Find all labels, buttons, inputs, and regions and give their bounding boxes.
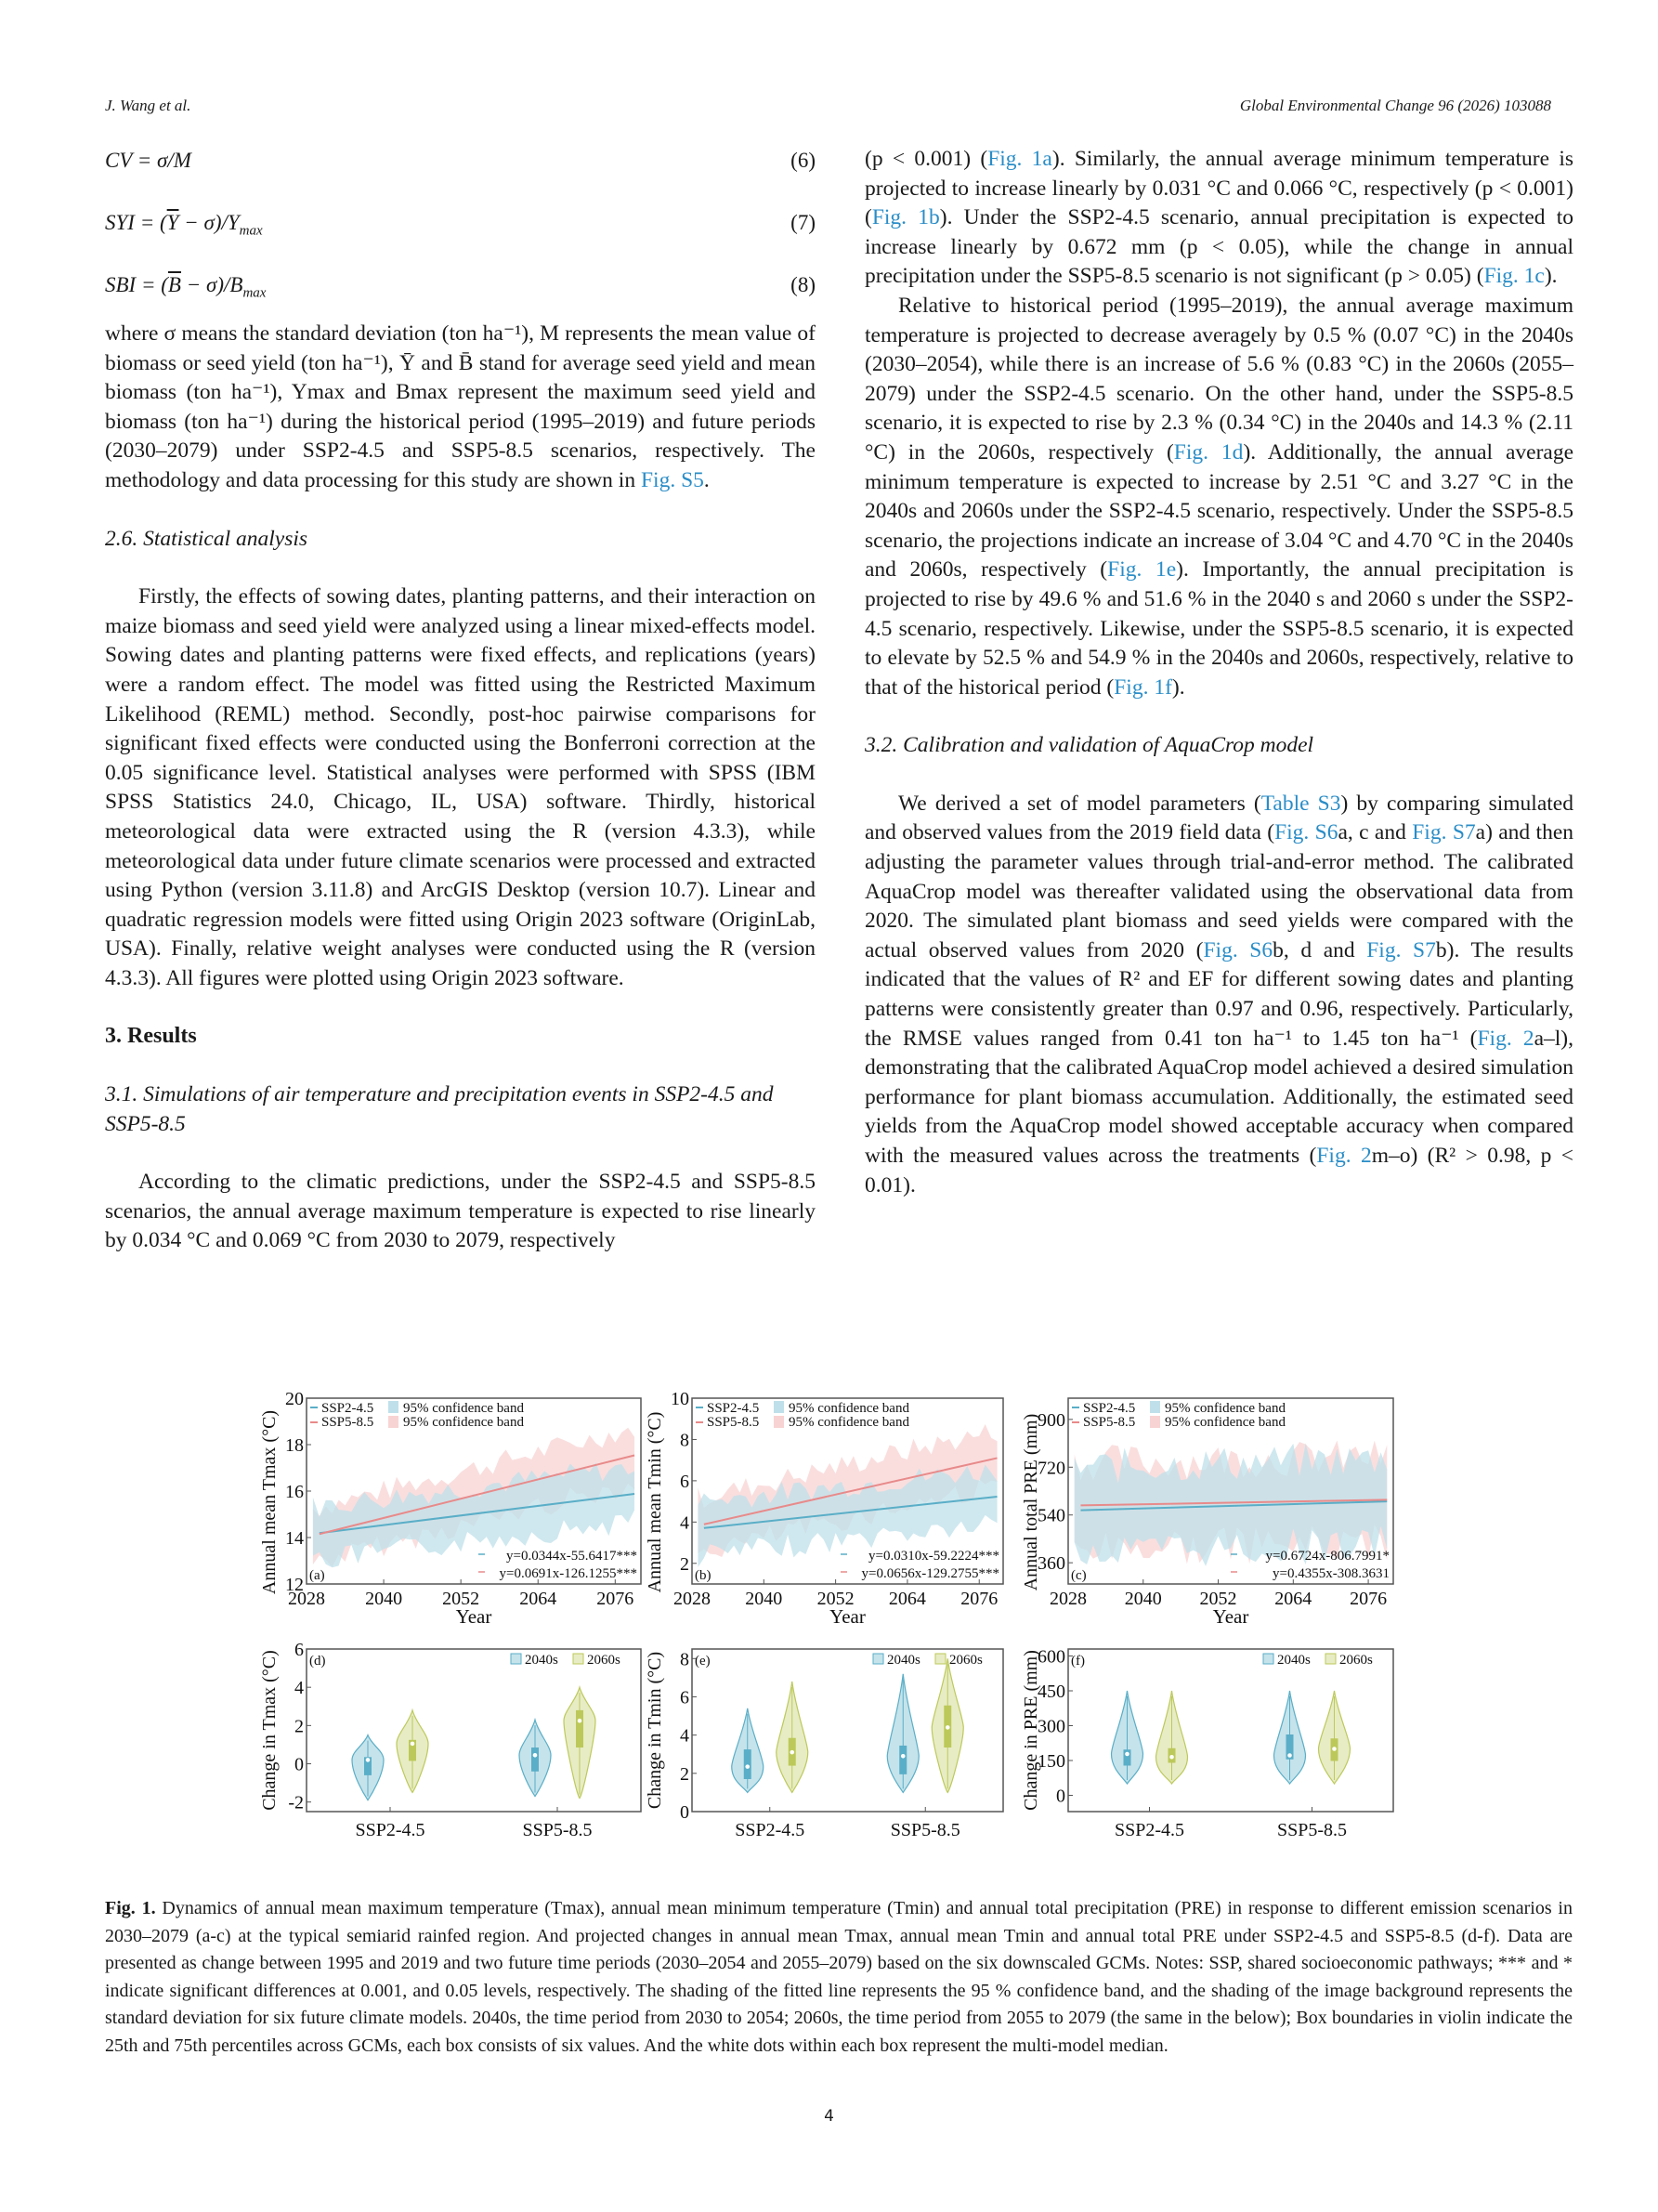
y-tick-label: 6 [680, 1471, 689, 1492]
legend-item: SSP2-4.5 [321, 1401, 374, 1416]
link-fig-s7[interactable]: Fig. S7 [1412, 820, 1476, 845]
median-dot [366, 1758, 371, 1762]
y-tick-label: 0 [1056, 1786, 1065, 1807]
paren: ( [159, 211, 167, 234]
y-tick-label: 720 [1038, 1458, 1065, 1479]
text: ). Additionally, the annual average minimum temperature is expected to increase by 2.51 °C and 3.27 °C in the 2040s and 2060s under the SSP2-4.5 scenario, respectively. Under the SSP5-8.5 scenario, the projections indicate an increase of 3.04 °C and 4.70 °C in the 2040s and 2060s, respectively ( [865, 439, 1574, 582]
paragraph-calibration [865, 790, 1573, 1200]
panel-label: (e) [695, 1654, 711, 1669]
text: ). [1544, 264, 1558, 289]
y-axis-label: Annual mean Tmin (°C) [645, 1411, 665, 1593]
y-axis-label: Change in PRE (mm) [1021, 1650, 1041, 1811]
x-tick-label: 2040 [1124, 1589, 1162, 1609]
y-tick-label: 4 [294, 1678, 304, 1699]
text: a–l), demonstrating that the calibrated AquaCrop model achieved a desired simulation performance for plant biomass accumulation. Additionally, the estimated seed yields from the AquaCrop model showed acceptable accuracy when compared with the measured values across the treatments ( [865, 1026, 1574, 1168]
page-number: 4 [824, 2107, 834, 2126]
y-tick-label: 2 [294, 1716, 304, 1737]
panel-label: (b) [695, 1568, 712, 1583]
text: Relative to historical period (1995–2019), the annual average maximum temperature is projected to decrease averagely by 0.5 % (0.07 °C) in the 2040s (2030–2054), while there is an increase of 5.6 % (0.83 °C) in the 2060s (2055–2079) under the SSP2-4.5 scenario. On the other hand, under the SSP5-8.5 scenario, it is expected to rise by 2.3 % (0.34 °C) in the 2040s and 14.3 % (2.11 °C) in the 2060s, respectively ( [865, 293, 1573, 465]
median-dot [1287, 1753, 1292, 1758]
median-dot [946, 1725, 950, 1730]
median-dot [1169, 1755, 1174, 1760]
link-fig-s6[interactable]: Fig. S6 [1203, 937, 1273, 962]
caption-text: Dynamics of annual mean maximum temperature (Tmax), annual mean minimum temperature (Tmin) and annual total precipitation (PRE) in response to different emission scenarios in 2030–2079 (a-c) at the typical semiarid rainfed region. And projected changes in annual mean Tmax, annual mean Tmin and annual total PRE under SSP2-4.5 and SSP5-8.5 (d-f). Data are presented as change between 1995 and 2019 and two future time periods (2030–2054 and 2055–2079) based on the six downscaled GCMs. Notes: SSP, shared socioeconomic pathways; *** and * indicate significant differences at 0.001, and 0.05 levels, respectively. The shading of the fitted line represents the 95 % confidence band, and the shading of the image background represents the standard deviation for six future climate models. 2040s, the time period from 2030 to 2054; 2060s, the time period from 2055 to 2079 (the same in the below); Box boundaries in violin indicate the 25th and 75th percentiles across GCMs, each box consists of six values. And the white dots within each box represent the multi-model median. [105, 1898, 1573, 2056]
section-heading-3-2: 3.2. Calibration and validation of AquaCrop model [865, 733, 1314, 758]
legend-item: 2040s [525, 1653, 558, 1668]
text: b). The results indicated that the values of R² and EF for different sowing dates and planting patterns were consistently greater than 0.97 and 0.96, respectively. Particularly, the RMSE values ranged from 0.41 ton ha⁻¹ to 1.45 ton ha⁻¹ ( [865, 937, 1574, 1051]
x-tick-label: 2064 [1274, 1589, 1312, 1609]
text: ). Under the SSP2-4.5 scenario, annual precipitation is expected to increase linearly by 0.672 mm (p < 0.05), while the change in annual precipitation under the SSP5-8.5 scenario is not significant (p > 0.05) ( [865, 205, 1573, 289]
legend-item: 2060s [587, 1653, 620, 1668]
x-tick-label: 2076 [596, 1589, 634, 1609]
x-tick-label: 2040 [745, 1589, 783, 1609]
paragraph-statistics: Firstly, the effects of sowing dates, planting patterns, and their interaction on maize biomass and seed yield were analyzed using a linear mixed-effects model. Sowing dates and planting patterns were fixed effects, and replications (years) were a random effect. The model was fitted using the Restricted Maximum Likelihood (REML) method. Secondly, post-hoc pairwise comparisons for significant fixed effects were conducted using the Bonferroni correction at the 0.05 significance level. Statistical analyses were performed with SPSS (IBM SPSS Statistics 24.0, Chicago, IL, USA) software. Thirdly, historical meteorological data were extracted using the R (version 4.3.3), while meteorological data under future climate scenarios were processed and extracted using Python (version 3.11.8) and ArcGIS Desktop (version 10.7). Linear and quadratic regression models were fitted using Origin 2023 software (OriginLab, USA). Finally, relative weight analyses were conducted using the R (version 4.3.3). All figures were plotted using Origin 2023 software. [105, 584, 816, 990]
legend-item: 95% confidence band [403, 1401, 524, 1416]
equation-rhs: σ/M [157, 149, 191, 172]
equation-lhs: CV [105, 149, 132, 172]
y-tick-label: 0 [294, 1754, 304, 1775]
y-tick-label: 600 [1038, 1646, 1065, 1668]
y-tick-label: 20 [285, 1389, 304, 1409]
median-dot [1125, 1752, 1129, 1757]
link-table-s3[interactable]: Table S3 [1260, 791, 1341, 816]
equation-7: SYI = $(\overline{Y} - \sigma)/Y_{max}$ (7) [105, 211, 816, 239]
y-axis-label: Change in Tmin (°C) [645, 1651, 665, 1810]
equation-lhs: SYI [105, 211, 135, 234]
subscript: max [239, 223, 263, 239]
regression-equation: y=0.6724x-806.7991* [1265, 1549, 1390, 1564]
y-tick-label: 14 [285, 1528, 304, 1549]
x-axis-label: Year [1212, 1605, 1249, 1628]
legend-item: 95% confidence band [789, 1401, 909, 1416]
regression-equation: y=0.0656x-129.2755*** [861, 1566, 999, 1581]
equation-number: (8) [790, 273, 816, 296]
y-tick-label: 16 [285, 1482, 304, 1502]
y-tick-label: 450 [1038, 1682, 1065, 1702]
y-axis-label: Annual total PRE (mm) [1021, 1413, 1041, 1591]
text: ) by comparing simulated and observed values from the 2019 field data ( [865, 791, 1573, 845]
equation-lhs: SBI [105, 273, 137, 296]
right-column [865, 145, 1573, 1200]
paragraph-relative [865, 292, 1573, 702]
y-tick-label: 8 [680, 1649, 689, 1670]
figure-caption [105, 1895, 1573, 2060]
x-tick-label: 2028 [673, 1589, 711, 1609]
legend-item: 95% confidence band [1165, 1401, 1286, 1416]
paragraph-climatic: According to the climatic predictions, under the SSP2-4.5 and SSP5-8.5 scenarios, the annual average maximum temperature is expected to rise linearly by 0.034 °C and 0.069 °C from 2030 to 2079, respectively [105, 1170, 816, 1253]
text: ). Similarly, the annual average minimum temperature is projected to increase linearly by 0.031 °C and 0.066 °C, respectively (p < 0.001) ( [865, 147, 1574, 230]
y-tick-label: 0 [680, 1802, 689, 1823]
paragraph-trends [865, 145, 1573, 292]
iqr-box [899, 1746, 907, 1774]
paren: ( [161, 273, 168, 296]
running-head-authors: J. Wang et al. [105, 97, 191, 114]
link-fig-s6[interactable]: Fig. S6 [1274, 820, 1338, 845]
y-tick-label: 6 [680, 1687, 689, 1708]
y-tick-label: 2 [680, 1553, 689, 1575]
median-dot [1332, 1747, 1337, 1751]
legend-item: SSP5-8.5 [707, 1415, 760, 1430]
caption-label: Fig. 1. [105, 1898, 156, 1918]
x-tick-label: 2052 [816, 1589, 855, 1609]
legend-item: SSP2-4.5 [707, 1401, 760, 1416]
text: a, c and [1338, 820, 1413, 845]
x-tick-label: 2028 [1050, 1589, 1087, 1609]
category-label: SSP5-8.5 [522, 1820, 593, 1840]
text: ). [1171, 674, 1185, 700]
y-tick-label: 2 [680, 1763, 689, 1785]
legend-item: 95% confidence band [403, 1415, 524, 1430]
link-fig-1c[interactable]: Fig. 1c [1483, 264, 1545, 289]
y-tick-label: 150 [1038, 1751, 1065, 1772]
median-dot [411, 1742, 415, 1747]
y-tick-label: 10 [671, 1389, 689, 1409]
y-tick-label: -2 [288, 1792, 304, 1813]
text: b, d and [1273, 937, 1367, 962]
link-fig-1f[interactable]: Fig. 1f [1114, 674, 1172, 700]
x-tick-label: 2052 [1199, 1589, 1237, 1609]
legend-item: SSP5-8.5 [1083, 1415, 1136, 1430]
x-tick-label: 2076 [960, 1589, 999, 1609]
section-heading-3: 3. Results [105, 1024, 197, 1049]
equation-rest: − σ)/B [180, 273, 243, 296]
text: m–o) (R² > 0.98, p < 0.01). [865, 1144, 1573, 1198]
median-dot [578, 1719, 582, 1723]
x-tick-label: 2052 [442, 1589, 480, 1609]
y-tick-label: 540 [1038, 1505, 1065, 1526]
median-dot [901, 1754, 906, 1759]
iqr-box [531, 1747, 539, 1772]
y-tick-label: 300 [1038, 1716, 1065, 1737]
equation-rest: − σ)/Y [178, 211, 240, 234]
text: ). Importantly, the annual precipitation is projected to rise by 49.6 % and 51.6 % in the 2040 s and 2060 s under the SSP2-4.5 scenario, respectively. Likewise, under the SSP5-8.5 scenario, it is expected to elevate by 52.5 % and 54.9 % in the 2040s and 2060s, respectively, relative to that of the historical period ( [865, 557, 1573, 700]
legend-item: 95% confidence band [1165, 1415, 1286, 1430]
legend-item: 2060s [1339, 1653, 1373, 1668]
category-label: SSP2-4.5 [735, 1820, 805, 1840]
legend-item: SSP2-4.5 [1083, 1401, 1136, 1416]
text: We derived a set of model parameters ( [898, 791, 1261, 816]
figure-1 [259, 1389, 1403, 1886]
panel-label: (f) [1071, 1654, 1085, 1669]
x-axis-label: Year [455, 1605, 492, 1628]
x-axis-label: Year [829, 1605, 866, 1628]
median-dot [533, 1753, 538, 1758]
category-label: SSP2-4.5 [1114, 1820, 1185, 1840]
panel-label: (d) [309, 1654, 326, 1669]
iqr-box [576, 1710, 583, 1747]
y-tick-label: 4 [680, 1512, 689, 1534]
figure-1-chart [259, 1389, 1403, 1886]
y-tick-label: 900 [1038, 1409, 1065, 1431]
y-bar: $\overline{Y}$ [166, 211, 179, 234]
link-fig-s5[interactable]: Fig. S5 [640, 467, 704, 492]
subscript: max [242, 285, 267, 301]
y-tick-label: 360 [1038, 1553, 1065, 1575]
y-axis-label: Annual mean Tmax (°C) [259, 1409, 280, 1595]
x-tick-label: 2040 [365, 1589, 403, 1609]
link-fig-s7[interactable]: Fig. S7 [1366, 937, 1436, 962]
legend-item: 2060s [949, 1653, 983, 1668]
category-label: SSP5-8.5 [1276, 1820, 1348, 1840]
equation-number: (6) [790, 149, 816, 172]
category-label: SSP5-8.5 [890, 1820, 960, 1840]
link-fig-2[interactable]: Fig. 2 [1316, 1144, 1372, 1168]
running-head-journal: Global Environmental Change 96 (2026) 103088 [1239, 97, 1551, 114]
link-fig-1e[interactable]: Fig. 1e [1107, 557, 1177, 582]
legend-item: 2040s [887, 1653, 920, 1668]
y-axis-label: Change in Tmax (°C) [259, 1650, 280, 1811]
link-fig-1a[interactable]: Fig. 1a [987, 147, 1052, 171]
link-fig-1d[interactable]: Fig. 1d [1173, 439, 1244, 465]
y-tick-label: 8 [680, 1430, 689, 1451]
median-dot [745, 1764, 750, 1769]
category-label: SSP2-4.5 [355, 1820, 425, 1840]
x-tick-label: 2064 [888, 1589, 926, 1609]
x-tick-label: 2064 [519, 1589, 557, 1609]
left-column [105, 320, 816, 1256]
panel-label: (a) [309, 1568, 325, 1583]
regression-equation: y=0.0344x-55.6417*** [506, 1549, 637, 1564]
text: (p < 0.001) ( [865, 147, 988, 171]
text: a) and then adjusting the parameter values through trial-and-error method. The calibrated AquaCrop model was thereafter validated using the observational data from 2020. The simulated plant biomass and seed yields were compared with the actual observed values from 2020 ( [865, 820, 1574, 962]
paragraph-text: where σ means the standard deviation (ton ha⁻¹), M represents the mean value of biomass or seed yield (ton ha⁻¹), Ȳ and B̄ stand for average seed yield and mean biomass (ton ha⁻¹), Ymax and Bmax represent the maximum seed yield and biomass (ton ha⁻¹) during the historical period (1995–2019) and future periods (2030–2079) under SSP2-4.5 and SSP5-8.5 scenarios, respectively. The methodology and data processing for this study are shown in [105, 321, 816, 492]
panel-label: (c) [1071, 1568, 1087, 1583]
legend-item: 95% confidence band [789, 1415, 909, 1430]
paragraph-where: where σ means the standard deviation (ton ha⁻¹), M represents the mean value of biomass or seed yield (ton ha⁻¹), Ȳ and B̄ stand for average seed yield and mean biomass (ton ha⁻¹), Ymax and Bmax represent the maximum seed yield and biomass (ton ha⁻¹) during the historical period (1995–2019) and future periods (2030–2079) under SSP2-4.5 and SSP5-8.5 scenarios, respectively. The methodology and data processing for this study are shown in Fig. S5. [105, 321, 816, 492]
regression-equation: y=0.4355x-308.3631 [1273, 1566, 1390, 1581]
median-dot [790, 1750, 794, 1755]
regression-equation: y=0.0691x-126.1255*** [499, 1566, 637, 1581]
b-bar: $\overline{B}$ [167, 273, 181, 296]
legend-item: 2040s [1277, 1653, 1311, 1668]
link-fig-1b[interactable]: Fig. 1b [871, 205, 940, 230]
equation-8: SBI = $(\overline{B} - \sigma)/B_{max}$ (8) [105, 273, 816, 301]
link-fig-2[interactable]: Fig. 2 [1477, 1026, 1534, 1051]
iqr-box [744, 1749, 751, 1779]
section-heading-3-1: 3.1. Simulations of air temperature and precipitation events in SSP2-4.5 and SSP5-8.5 [105, 1082, 774, 1136]
y-tick-label: 6 [294, 1640, 304, 1660]
equation-number: (7) [790, 211, 816, 234]
y-tick-label: 4 [680, 1725, 689, 1747]
x-tick-label: 2076 [1350, 1589, 1388, 1609]
legend-item: SSP5-8.5 [321, 1415, 374, 1430]
equation-6: CV = σ/M (6) [105, 149, 816, 172]
section-heading-2-6: 2.6. Statistical analysis [105, 526, 308, 551]
x-tick-label: 2028 [288, 1589, 325, 1609]
regression-equation: y=0.0310x-59.2224*** [868, 1549, 999, 1564]
y-tick-label: 12 [285, 1575, 304, 1595]
y-tick-label: 18 [285, 1435, 304, 1456]
